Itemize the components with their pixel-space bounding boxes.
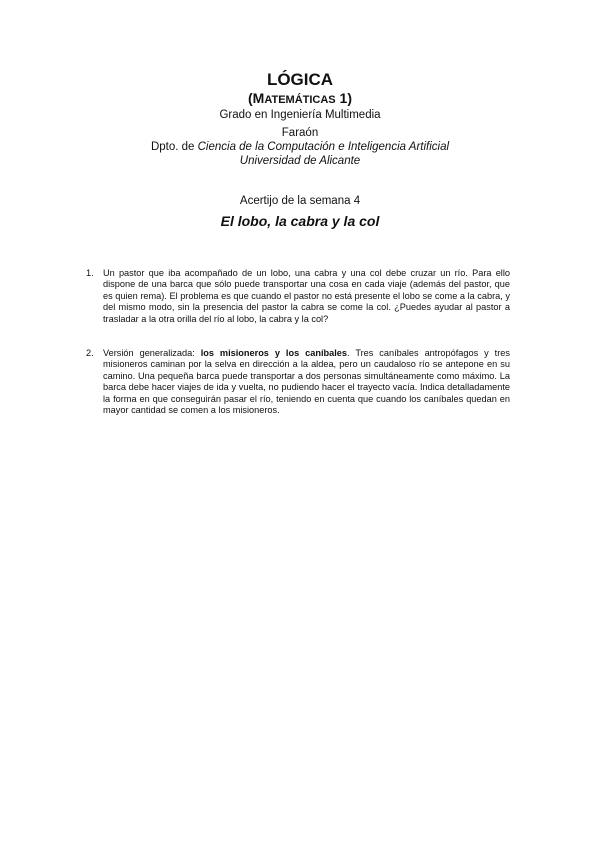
item-text: Un pastor que iba acompañado de un lobo, una cabra y una col debe cruzar un río. Para ello dispone de una barca que sólo puede transportar una cosa en cada viaje (además del pastor, que es quien rema). El problema es que cuando el pastor no está presente el lobo se come a la cabra, y del mismo modo, sin la presencia del pastor la cabra se come la col. ¿Puedes ayudar al pastor a trasladar a la otra orilla del río al lobo, la cabra y la col? [103,268,510,324]
item-bold-phrase: los misioneros y los caníbales [200,348,347,358]
degree-line: Grado en Ingeniería Multimedia [219,109,381,121]
subtitle-number: 1) [335,90,352,106]
item-prefix: Versión generalizada: [103,348,201,358]
item-number: 1. [86,268,94,278]
document-header [0,70,600,230]
subtitle-smallcaps: ATEMÁTICAS [264,94,336,106]
department-line [0,140,600,154]
page-title: LÓGICA [266,70,334,89]
item-body: . Tres caníbales antropófagos y tres misioneros caminan por la selva en dirección a la aldea, pero un caudaloso río se antepone en su camino. Una pequeña barca puede transportar a dos personas simultáneamente como máximo. La barca debe hacer viajes de ida y vuelta, no pudiendo hacer el trayecto vacía. Indica detalladamente la forma en que conseguirán pasar el río, teniendo en cuenta que cuando los caníbales quedan en mayor cantidad se comen a los misioneros. [103,348,510,416]
course-subtitle [0,90,600,108]
university-line [0,154,600,168]
university-name: Universidad de Alicante [239,155,361,167]
department-name: Ciencia de la Computación e Inteligencia Artificial [197,141,450,153]
author-line: Faraón [281,127,319,139]
item-text [103,348,510,416]
department-prefix: Dpto. de [150,141,198,153]
week-label: Acertijo de la semana 4 [239,195,361,207]
item-number: 2. [86,348,94,358]
puzzle-title: El lobo, la cabra y la col [220,213,380,229]
subtitle-initial: M [252,90,265,106]
subtitle-open: ( [248,90,253,106]
